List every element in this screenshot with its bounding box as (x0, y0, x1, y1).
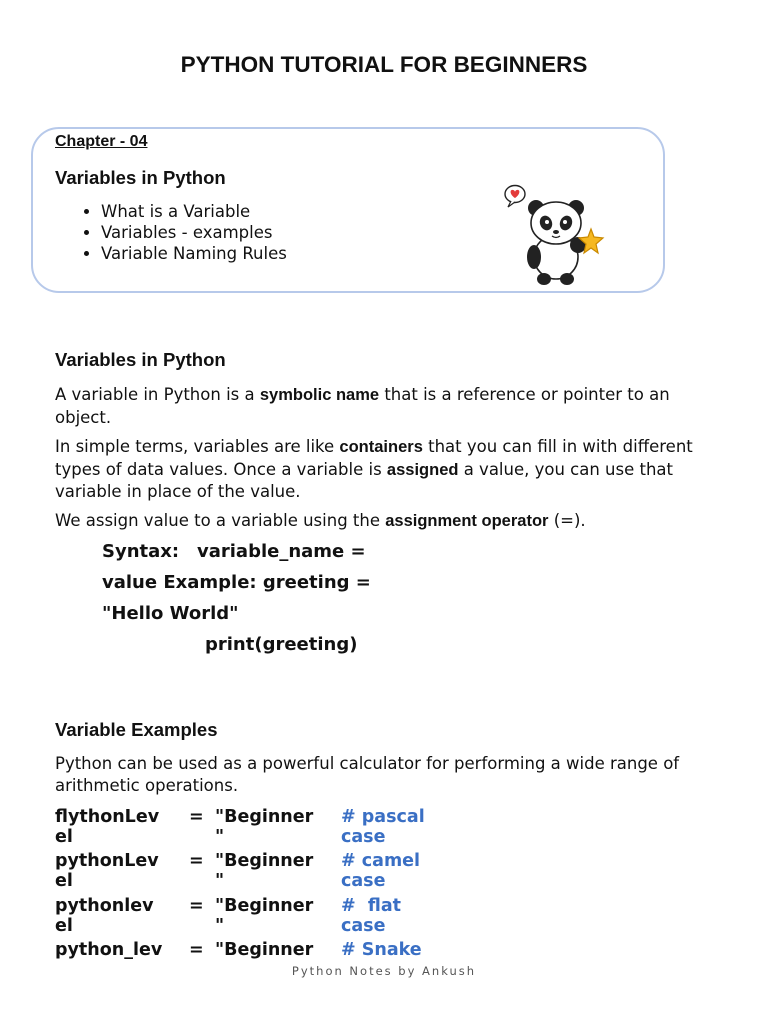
paragraph: In simple terms, variables are like containers that you can fill in with different types of data values. Once a variable is assigned a value, you can use that variable in place of the value. (55, 437, 693, 501)
equals-sign: = (189, 807, 204, 827)
code-line: value Example: greeting = (102, 572, 371, 593)
code-comment: # Snake (341, 940, 422, 960)
variable-name: pythonlev el (55, 896, 154, 936)
string-value: "Beginner " (215, 851, 314, 891)
equals-sign: = (189, 851, 204, 871)
code-comment: # flat case (341, 896, 401, 936)
paragraph: A variable in Python is a symbolic name that is a reference or pointer to an object. (55, 385, 670, 427)
variable-name: pythonLev el (55, 851, 159, 891)
section-heading: Variables in Python (55, 349, 226, 370)
topic-item: • What is a Variable (101, 201, 287, 222)
equals-sign: = (189, 940, 204, 960)
variable-name: python_lev (55, 940, 163, 960)
string-value: "Beginner " (215, 896, 314, 936)
equals-sign: = (189, 896, 204, 916)
code-comment: # pascal case (341, 807, 425, 847)
chapter-label: Chapter - 04 (55, 133, 148, 150)
page-footer: Python Notes by Ankush (291, 964, 477, 978)
paragraph: Python can be used as a powerful calculator for performing a wide range of arithmetic operations. (55, 754, 680, 795)
topic-list (56, 201, 287, 264)
topic-item: • Variables - examples (101, 222, 287, 243)
panda-with-star-icon (500, 183, 608, 287)
code-line: variable_name = (197, 541, 366, 562)
paragraph: We assign value to a variable using the assignment operator (=). (55, 511, 586, 530)
code-comment: # camel case (341, 851, 421, 891)
page-title: PYTHON TUTORIAL FOR BEGINNERS (180, 52, 588, 77)
code-line: print(greeting) (205, 634, 358, 655)
section-heading: Variable Examples (55, 719, 218, 740)
string-value: "Beginner " (215, 807, 314, 847)
chapter-heading: Variables in Python (55, 167, 226, 188)
variable-name: flythonLev el (55, 807, 160, 847)
string-value: "Beginner (215, 940, 314, 960)
code-syntax-label: Syntax: (102, 541, 180, 562)
topic-item: • Variable Naming Rules (101, 243, 287, 264)
code-line: "Hello World" (102, 603, 239, 624)
